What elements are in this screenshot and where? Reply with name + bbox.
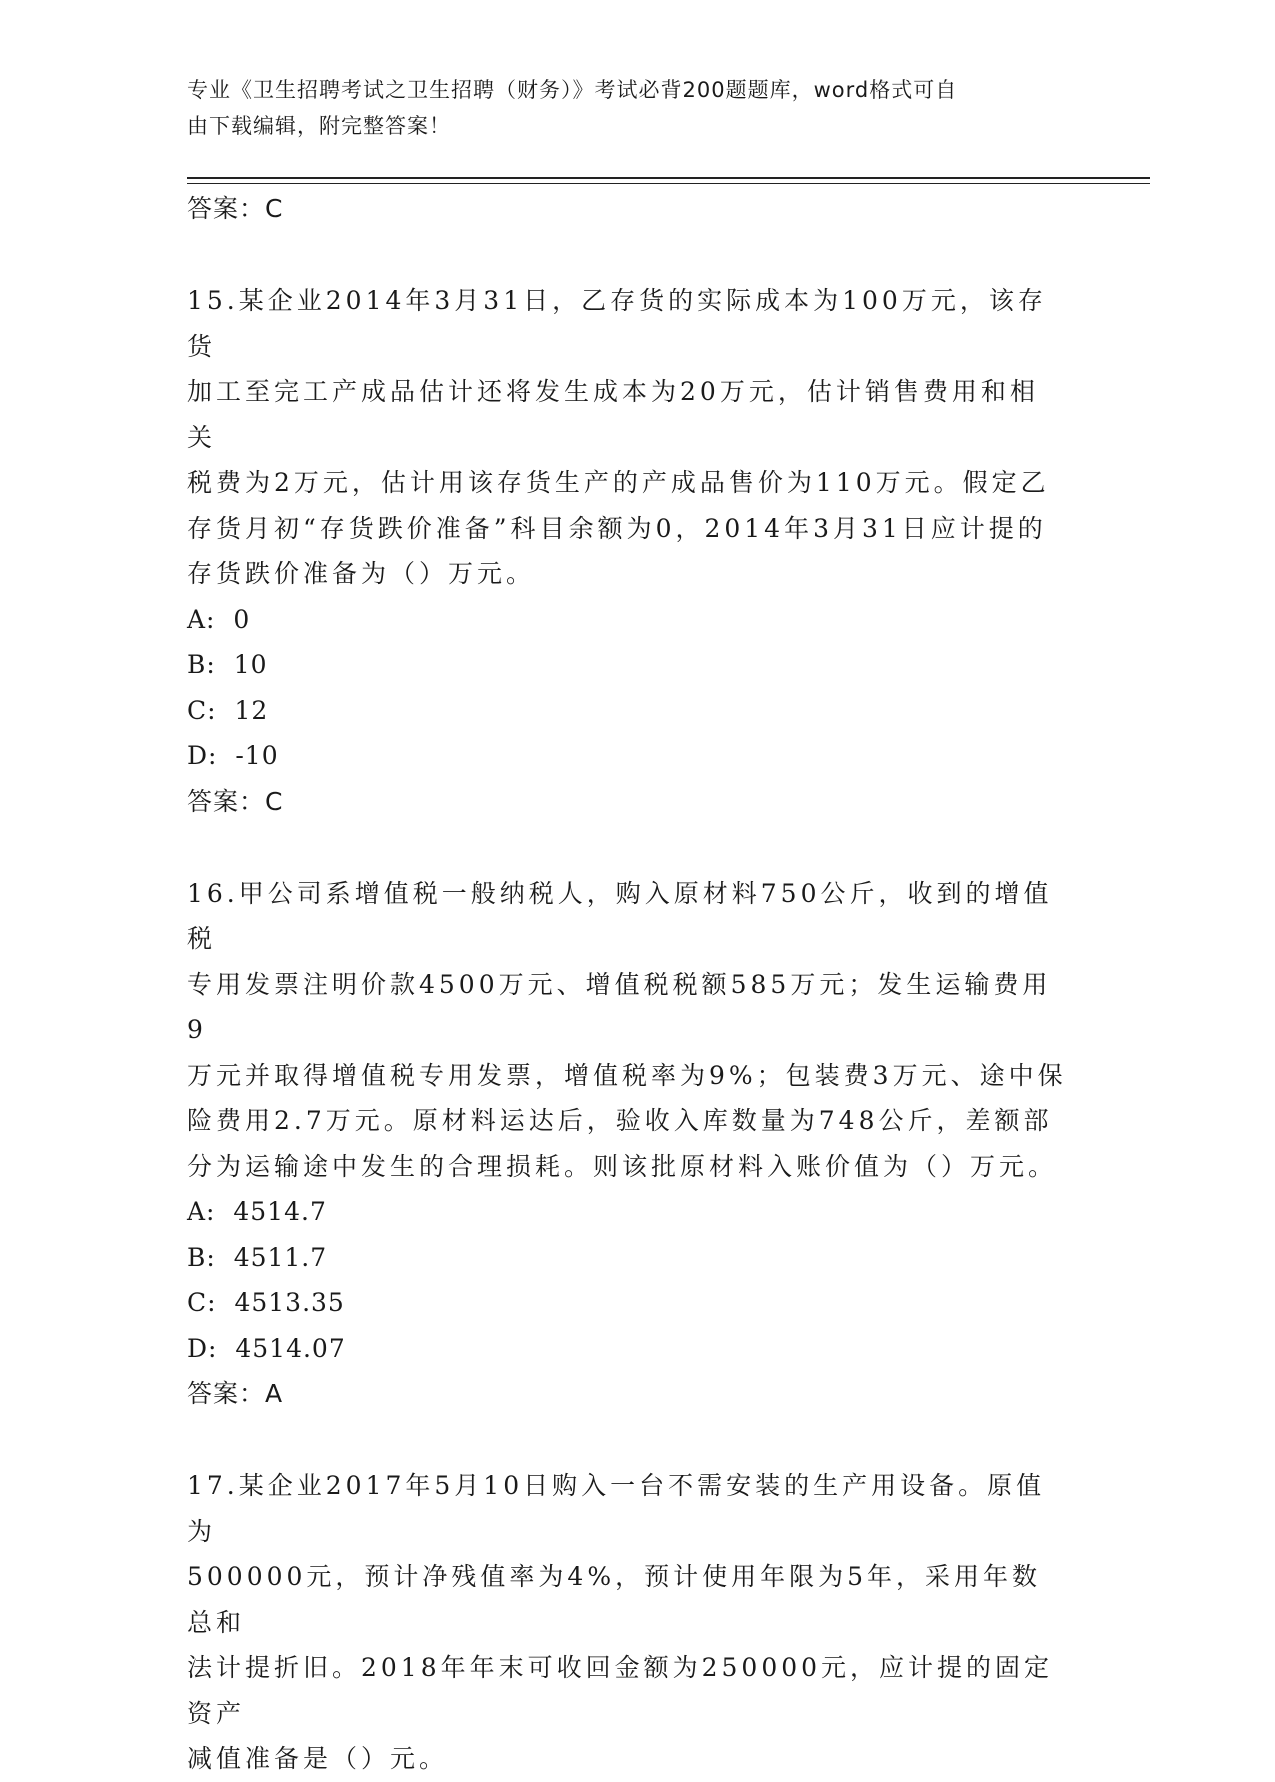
question-list — [187, 186, 1087, 1782]
question-line: 500000元，预计净残值率为4%，预计使用年限为5年，采用年数总和 — [187, 1562, 1042, 1637]
question-line: 专用发票注明价款4500万元、增值税税额585万元；发生运输费用9 — [187, 969, 1052, 1044]
question-15-answer: 答案：C — [187, 786, 284, 816]
option-c: C: 12 — [187, 695, 269, 725]
option-a: A: 0 — [187, 604, 251, 634]
question-line: 法计提折旧。2018年年末可收回金额为250000元，应计提的固定资产 — [187, 1653, 1054, 1728]
question-16 — [187, 871, 1087, 1417]
question-line: 万元并取得增值税专用发票，增值税率为9%；包装费3万元、途中保 — [187, 1060, 1067, 1090]
question-line: 加工至完工产成品估计还将发生成本为20万元，估计销售费用和相关 — [187, 377, 1039, 452]
question-16-answer: 答案：A — [187, 1379, 284, 1408]
header-line-1: 专业《卫生招聘考试之卫生招聘（财务）》考试必背200题题库，word格式可自 — [187, 78, 958, 102]
question-line: 存货月初“存货跌价准备”科目余额为0，2014年3月31日应计提的 — [187, 513, 1047, 543]
header-divider-thin — [187, 183, 1150, 184]
option-d: D: -10 — [187, 741, 279, 770]
question-15-text — [187, 278, 1067, 597]
previous-answer: 答案：C — [187, 194, 284, 223]
option-b: B: 10 — [187, 650, 268, 679]
question-line: 17.某企业2017年5月10日购入一台不需安装的生产用设备。原值为 — [187, 1471, 1046, 1546]
question-line: 16.甲公司系增值税一般纳税人，购入原材料750公斤，收到的增值税 — [187, 878, 1053, 953]
question-17 — [187, 1463, 1087, 1782]
question-line: 险费用2.7万元。原材料运达后，验收入库数量为748公斤，差额部 — [187, 1106, 1053, 1135]
question-line: 15.某企业2014年3月31日，乙存货的实际成本为100万元，该存货 — [187, 286, 1047, 361]
header-divider-thick — [187, 177, 1150, 179]
question-line: 减值准备是（）元。 — [187, 1744, 449, 1773]
question-line: 分为运输途中发生的合理损耗。则该批原材料入账价值为（）万元。 — [187, 1151, 1058, 1181]
option-d: D: 4514.07 — [187, 1333, 346, 1363]
question-16-text — [187, 871, 1067, 1190]
question-line: 税费为2万元，估计用该存货生产的产成品售价为110万元。假定乙 — [187, 468, 1050, 497]
question-line: 存货跌价准备为（）万元。 — [187, 559, 536, 588]
question-15 — [187, 278, 1087, 824]
question-17-text — [187, 1463, 1067, 1782]
option-a: A: 4514.7 — [187, 1197, 327, 1226]
header-line-2: 由下载编辑，附完整答案！ — [187, 114, 451, 138]
document-header — [187, 72, 1067, 144]
option-c: C: 4513.35 — [187, 1288, 345, 1317]
option-b: B: 4511.7 — [187, 1242, 328, 1272]
